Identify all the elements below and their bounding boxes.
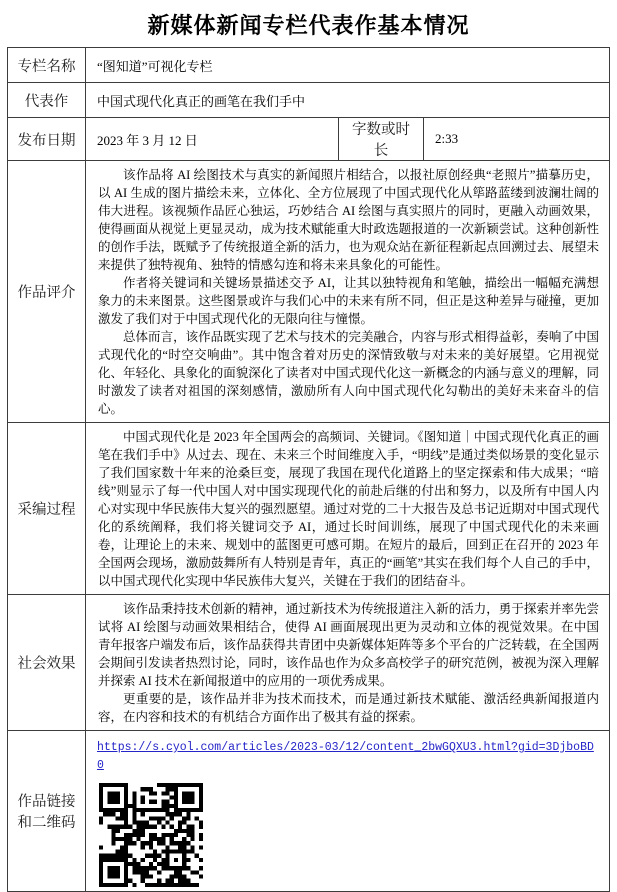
review-paragraph: 总体而言，该作品既实现了艺术与技术的完美融合，内容与形式相得益彰，奏响了中国式现代化的“时空交响曲”。其中饱含着对历史的深情致敬与对未来的美好展望。它用视觉化、年轻化、具象化的面貌深化了读者对中国式现代化这一新概念的内涵与意义的理解，同时激发了读者对祖国的深刻感情，激励所有人向中国式现代化勾勒出的美好未来奋斗的信心。	[97, 330, 600, 416]
review-text	[85, 161, 609, 423]
social-effect-paragraph: 更重要的是，该作品并非为技术而技术，而是通过新技术赋能、激活经典新闻报道内容，在内容和技术的有机结合方面作出了极其有益的探索。	[97, 692, 600, 724]
representative-work-value: 中国式现代化真正的画笔在我们手中	[85, 83, 609, 118]
info-table	[7, 47, 610, 892]
row-review	[7, 161, 609, 423]
publish-date-value: 2023 年 3 月 12 日	[85, 118, 338, 161]
review-label: 作品评介	[7, 161, 85, 423]
duration-label: 字数或时长	[338, 118, 423, 161]
process-label: 采编过程	[7, 423, 85, 595]
process-text	[85, 423, 609, 595]
review-paragraph: 该作品将 AI 绘图技术与真实的新闻照片相结合，以报社原创经典“老照片”描摹历史，以 AI 生成的图片描绘未来，立体化、全方位展现了中国式现代化从筚路蓝缕到波澜壮阔的伟大进程。该视频作品匠心独运，巧妙结合 AI 绘图与真实照片的同时，更融入动画效果，使得画面从视觉上更显灵动，成为技术赋能重大时政选题报道的一次新颖尝试。这种创新性的创作手法，既赋予了传统报道全新的活力，也为观众站在新征程新起点回溯过去、展望未来提供了独特视角、独特的情感勾连和将未来具象化的可能性。	[97, 168, 600, 272]
duration-value: 2:33	[423, 118, 609, 161]
column-name-label: 专栏名称	[7, 48, 85, 83]
review-paragraph: 作者将关键词和关键场景描述交予 AI，让其以独特视角和笔触，描绘出一幅幅充满想象力的未来图景。这些图景或许与我们心中的未来有所不同，但正是这种差异与碰撞，更加激发了我们对于中国式现代化的无限向往与憧憬。	[97, 276, 600, 326]
work-link[interactable]: https://s.cyol.com/articles/2023-03/12/content_2bwGQXU3.html?gid=3DjboBD0	[96, 741, 594, 772]
social-effect-paragraph: 该作品秉持技术创新的精神，通过新技术为传统报道注入新的活力，勇于探索并率先尝试将 AI 绘图与动画效果相结合，使得 AI 画面展现出更为灵动和立体的视觉效果。在中国青年报客户端发布后，该作品获得共青团中央新媒体矩阵等多个平台的广泛转载，在全国两会期间引发读者热烈讨论，同时，该作品也作为众多高校学子的研究范例，被视为深入理解并探索 AI 技术在新闻报道中的应用的一项优秀成果。	[97, 602, 600, 688]
row-representative-work	[7, 83, 609, 118]
row-column-name	[7, 48, 609, 83]
page-title: 新媒体新闻专栏代表作基本情况	[147, 13, 470, 38]
link-qr-label: 作品链接和二维码	[7, 731, 85, 892]
row-link-qr	[7, 731, 609, 892]
row-publish-date	[7, 118, 609, 161]
row-process	[7, 423, 609, 595]
column-name-value: “图知道”可视化专栏	[85, 48, 609, 83]
process-paragraph: 中国式现代化是 2023 年全国两会的高频词、关键词。《图知道｜中国式现代化真正的画笔在我们手中》从过去、现在、未来三个时间维度入手，“明线”是通过类似场景的变化显示了我们国家数十年来的沧桑巨变，展现了我国在现代化道路上的坚定探索和伟大成果；“暗线”则显示了每一代中国人对中国实现现代化的前赴后继的付出和努力，以及所有中国人内心对实现中华民族伟大复兴的强烈愿望。通过对党的二十大报告及总书记近期对中国式现代化的系统阐释，我们将关键词交予 AI，通过长时间训练，展现了中国式现代化的未来画卷，让理论上的未来、规划中的蓝图更可感可期。在短片的最后，回到正在召开的 2023 年全国两会现场，激励鼓舞所有人特别是青年，真正的“画笔”其实在我们每个人自己的手中，以中国式现代化实现中华民族伟大复兴，关键在于我们的团结奋斗。	[97, 430, 600, 588]
row-social-effect	[7, 595, 609, 731]
link-qr-cell	[85, 731, 609, 892]
social-effect-label: 社会效果	[7, 595, 85, 731]
social-effect-text	[85, 595, 609, 731]
publish-date-label: 发布日期	[7, 118, 85, 161]
qr-code	[99, 783, 203, 887]
representative-work-label: 代表作	[7, 83, 85, 118]
